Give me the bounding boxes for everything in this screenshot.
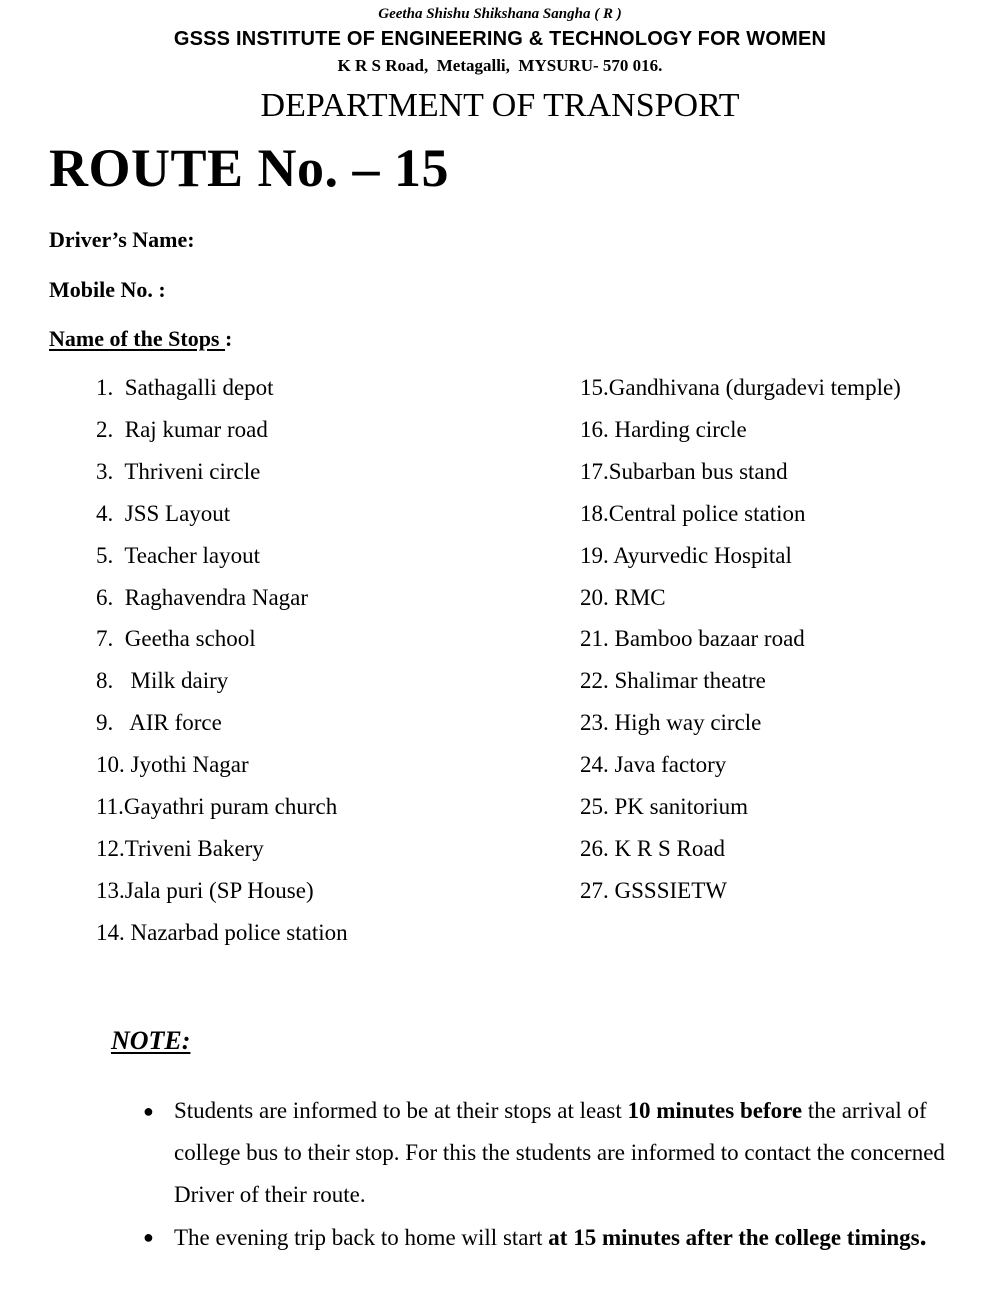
department-title: DEPARTMENT OF TRANSPORT bbox=[260, 87, 740, 124]
stop-item: 27. GSSSIETW bbox=[580, 877, 727, 903]
stop-item: 14. Nazarbad police station bbox=[96, 919, 348, 945]
stop-item: 15.Gandhivana (durgadevi temple) bbox=[580, 375, 901, 400]
stop-item: 5. Teacher layout bbox=[96, 542, 261, 568]
stop-item: 7. Geetha school bbox=[96, 626, 256, 652]
note-item-1 bbox=[143, 1090, 964, 1216]
bullet-icon: ● bbox=[143, 1227, 154, 1247]
stop-item: 19. Ayurvedic Hospital bbox=[580, 542, 792, 568]
stop-item: 23. High way circle bbox=[580, 710, 762, 736]
society-name: Geetha Shishu Shikshana Sangha ( R ) bbox=[378, 6, 622, 22]
stop-item: 21. Bamboo bazaar road bbox=[580, 626, 805, 652]
stop-item: 8. Milk dairy bbox=[96, 668, 229, 694]
institute-address: K R S Road, Metagalli, MYSURU- 570 016. bbox=[337, 56, 663, 75]
stop-item: 26. K R S Road bbox=[580, 835, 726, 861]
stop-item: 18.Central police station bbox=[580, 500, 806, 526]
stops-heading-colon: : bbox=[225, 326, 233, 351]
stop-item: 4. JSS Layout bbox=[96, 500, 231, 526]
mobile-number-label: Mobile No. : bbox=[49, 277, 166, 302]
stop-item: 1. Sathagalli depot bbox=[96, 375, 274, 400]
note-2-emphasis: at 15 minutes after the college timings bbox=[548, 1225, 920, 1250]
institute-name: GSSS INSTITUTE OF ENGINEERING & TECHNOLOGY FOR WOMEN bbox=[173, 28, 827, 50]
stop-item: 20. RMC bbox=[580, 584, 666, 610]
route-title: ROUTE No. – 15 bbox=[49, 138, 450, 198]
stop-item: 25. PK sanitorium bbox=[580, 794, 749, 819]
note-1-emphasis: 10 minutes before bbox=[627, 1098, 803, 1123]
note-1-text-before: Students are informed to be at their stops at least bbox=[174, 1098, 628, 1123]
note-list bbox=[143, 1090, 964, 1259]
stop-item: 3. Thriveni circle bbox=[96, 458, 261, 484]
note-2-text-before: The evening trip back to home will start bbox=[174, 1225, 549, 1250]
note-title: NOTE: bbox=[111, 1026, 191, 1055]
stop-item: 12.Triveni Bakery bbox=[96, 835, 264, 861]
stop-item: 16. Harding circle bbox=[580, 416, 747, 442]
stops-heading bbox=[49, 326, 232, 352]
stops-heading-text: Name of the Stops bbox=[49, 326, 225, 351]
note-2-text-after: . bbox=[919, 1221, 927, 1252]
driver-name-label: Driver’s Name: bbox=[49, 227, 195, 252]
stop-item: 9. AIR force bbox=[96, 710, 222, 736]
stop-item: 17.Subarban bus stand bbox=[580, 458, 788, 484]
stop-item: 2. Raj kumar road bbox=[96, 416, 268, 442]
stop-item: 11.Gayathri puram church bbox=[96, 794, 338, 819]
stop-item: 10. Jyothi Nagar bbox=[96, 752, 249, 778]
bullet-icon: ● bbox=[143, 1101, 154, 1121]
note-item-2 bbox=[143, 1216, 964, 1259]
note-1-text-after: the arrival of college bus to their stop. For this the students are informed to contact the concerned Driver of their route. bbox=[174, 1098, 945, 1207]
stop-item: 13.Jala puri (SP House) bbox=[96, 877, 314, 903]
stop-item: 24. Java factory bbox=[580, 752, 727, 778]
stop-item: 22. Shalimar theatre bbox=[580, 668, 766, 694]
stop-item: 6. Raghavendra Nagar bbox=[96, 584, 309, 610]
